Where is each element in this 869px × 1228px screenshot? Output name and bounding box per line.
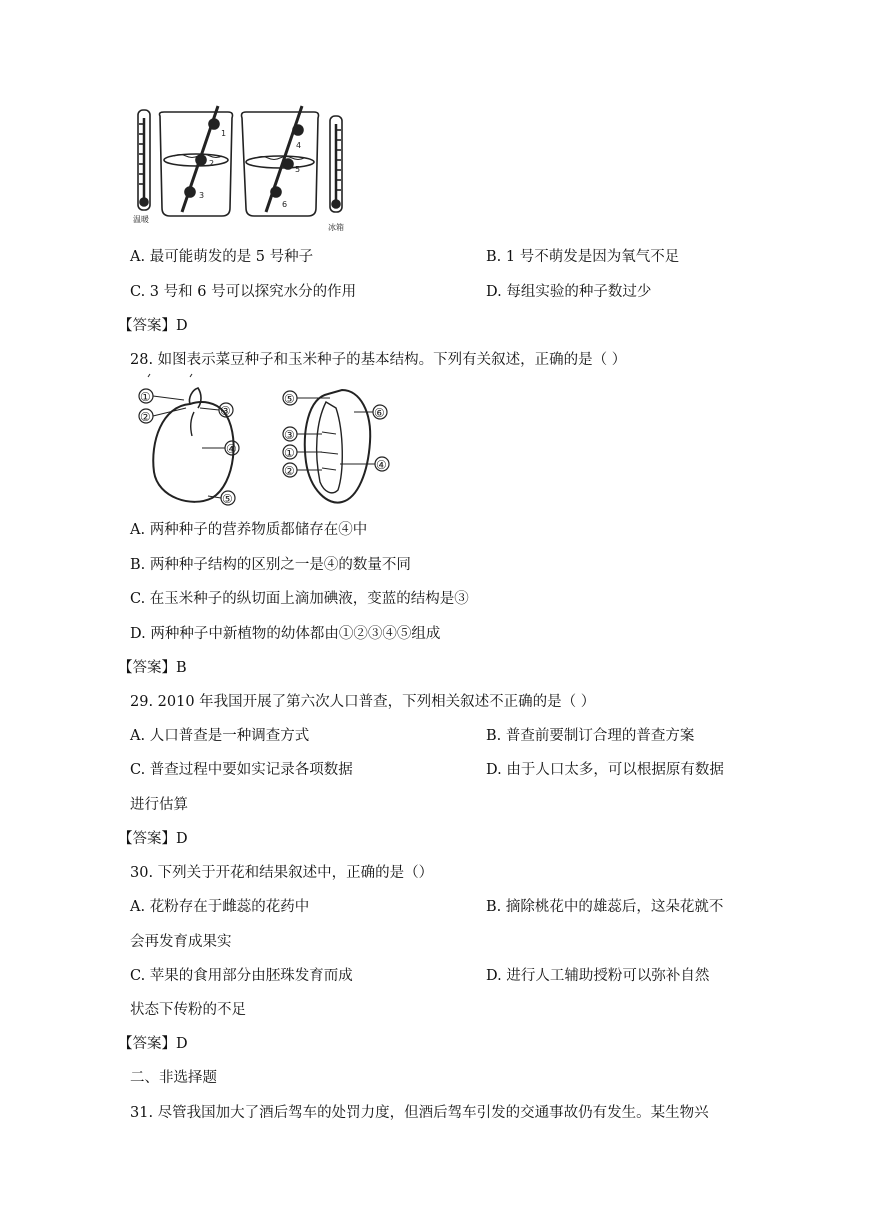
q28-answer: 【答案】B xyxy=(118,660,187,676)
q29-option-a: A. 人口普查是一种调查方式 xyxy=(130,728,310,744)
seed-number-4: 4 xyxy=(296,141,302,150)
q27-option-b: B. 1 号不萌发是因为氧气不足 xyxy=(486,249,680,265)
seed-number-2: 2 xyxy=(209,159,215,168)
right-beaker xyxy=(242,106,319,216)
q29-option-b: B. 普查前要制订合理的普查方案 xyxy=(486,728,695,744)
bean-label-5: ⑤ xyxy=(222,492,233,506)
bean-label-4: ④ xyxy=(226,442,237,456)
bean-label-2: ② xyxy=(140,410,151,424)
corn-label-6: ⑥ xyxy=(374,406,385,420)
q28-option-a: A. 两种种子的营养物质都储存在④中 xyxy=(130,522,368,538)
corn-label-1: ① xyxy=(284,446,295,460)
q28-option-c: C. 在玉米种子的纵切面上滴加碘液，变蓝的结构是③ xyxy=(130,591,469,607)
q30-option-b-cont: 会再发育成果实 xyxy=(130,934,232,950)
q28-stem: 28. 如图表示菜豆种子和玉米种子的基本结构。下列有关叙述，正确的是（ ） xyxy=(130,352,627,368)
q30-option-a: A. 花粉存在于雌蕊的花药中 xyxy=(130,899,310,915)
q27-option-a: A. 最可能萌发的是 5 号种子 xyxy=(130,249,314,265)
corn-label-2: ② xyxy=(284,464,295,478)
q30-option-b: B. 摘除桃花中的雄蕊后，这朵花就不 xyxy=(486,899,724,915)
q29-answer: 【答案】D xyxy=(118,831,188,847)
bean-label-1: ① xyxy=(140,390,151,404)
bean-label-3: ③ xyxy=(220,404,231,418)
seed-number-5: 5 xyxy=(295,165,301,174)
corn-label-4: ④ xyxy=(376,458,387,472)
seed-number-1: 1 xyxy=(221,129,227,138)
q27-option-d: D. 每组实验的种子数过少 xyxy=(486,284,652,300)
q30-answer: 【答案】D xyxy=(118,1036,188,1052)
right-figure-label: 冰箱 xyxy=(328,223,344,232)
left-figure-label: 温暖 xyxy=(133,215,149,224)
seed-number-6: 6 xyxy=(282,200,288,209)
right-thermometer xyxy=(330,116,342,212)
corn-label-3: ③ xyxy=(284,428,295,442)
q29-option-d-cont: 进行估算 xyxy=(130,797,188,813)
q28-option-b: B. 两种种子结构的区别之一是④的数量不同 xyxy=(130,557,411,573)
q27-option-c: C. 3 号和 6 号可以探究水分的作用 xyxy=(130,284,357,300)
q30-option-c: C. 苹果的食用部分由胚珠发育而成 xyxy=(130,968,353,984)
q30-option-d: D. 进行人工辅助授粉可以弥补自然 xyxy=(486,968,710,984)
section-heading: 二、非选择题 xyxy=(130,1070,217,1086)
seed-number-3: 3 xyxy=(199,191,205,200)
q31-stem: 31. 尽管我国加大了酒后驾车的处罚力度，但酒后驾车引发的交通事故仍有发生。某生物兴 xyxy=(130,1105,709,1121)
q27-answer: 【答案】D xyxy=(118,318,188,334)
corn-seed xyxy=(305,390,370,503)
bean-corn-seed-figure xyxy=(132,372,402,512)
q29-option-d: D. 由于人口太多，可以根据原有数据 xyxy=(486,762,724,778)
bean-seed xyxy=(148,374,234,502)
left-beaker xyxy=(160,106,233,216)
left-thermometer xyxy=(138,110,150,210)
q29-option-c: C. 普查过程中要如实记录各项数据 xyxy=(130,762,353,778)
q29-stem: 29. 2010 年我国开展了第六次人口普查，下列相关叙述不正确的是（ ） xyxy=(130,694,596,710)
corn-label-5: ⑤ xyxy=(284,392,295,406)
beaker-experiment-figure xyxy=(130,104,360,232)
q28-option-d: D. 两种种子中新植物的幼体都由①②③④⑤组成 xyxy=(130,626,441,642)
q30-option-d-cont: 状态下传粉的不足 xyxy=(130,1002,246,1018)
q30-stem: 30. 下列关于开花和结果叙述中，正确的是（） xyxy=(130,865,434,881)
